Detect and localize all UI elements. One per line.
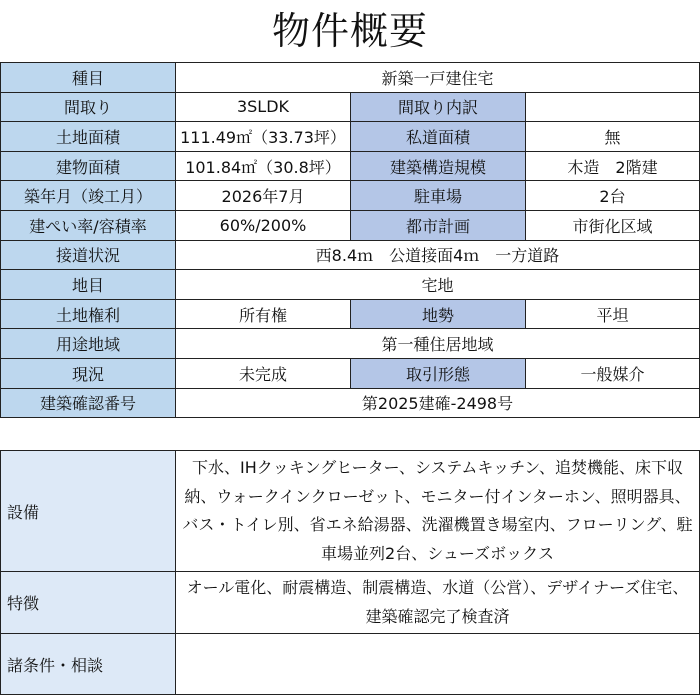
table-row <box>1 572 700 634</box>
private-road-label: 私道面積 <box>351 122 526 152</box>
type-label: 種目 <box>1 63 176 93</box>
road-access-value: 西8.4ｍ 公道接面4ｍ 一方道路 <box>176 240 700 270</box>
zoning-label: 用途地域 <box>1 329 176 359</box>
layout-detail-label: 間取り内訳 <box>351 92 526 122</box>
coverage-ratio-label: 建ぺい率/容積率 <box>1 210 176 240</box>
transaction-type-label: 取引形態 <box>351 358 526 388</box>
table-row <box>1 181 700 211</box>
equipment-label: 設備 <box>1 451 176 572</box>
conditions-label: 諸条件・相談 <box>1 634 176 695</box>
features-label: 特徴 <box>1 572 176 634</box>
land-area-label: 土地面積 <box>1 122 176 152</box>
land-area-value: 111.49㎡（33.73坪） <box>176 122 351 152</box>
table-row <box>1 451 700 572</box>
layout-value: 3SLDK <box>176 92 351 122</box>
building-area-label: 建物面積 <box>1 151 176 181</box>
city-planning-value: 市街化区域 <box>526 210 700 240</box>
coverage-ratio-value: 60%/200% <box>176 210 351 240</box>
terrain-value: 平坦 <box>526 299 700 329</box>
built-date-label: 築年月（竣工月） <box>1 181 176 211</box>
property-spec-table <box>0 62 700 418</box>
building-area-value: 101.84㎡（30.8坪） <box>176 151 351 181</box>
transaction-type-value: 一般媒介 <box>526 358 700 388</box>
layout-detail-value <box>526 92 700 122</box>
equipment-value: 下水、IHクッキングヒーター、システムキッチン、追焚機能、床下収納、ウォークインクローゼット、モニター付インターホン、照明器具、バス・トイレ別、省エネ給湯器、洗濯機置き場室内、フローリング、駐車場並列2台、シューズボックス <box>176 451 700 572</box>
property-extra-table <box>0 450 700 695</box>
table-row <box>1 358 700 388</box>
table-row <box>1 63 700 93</box>
structure-label: 建築構造規模 <box>351 151 526 181</box>
land-rights-value: 所有権 <box>176 299 351 329</box>
features-value: オール電化、耐震構造、制震構造、水道（公営）、デザイナーズ住宅、建築確認完了検査済 <box>176 572 700 634</box>
table-row <box>1 299 700 329</box>
zoning-value: 第一種住居地域 <box>176 329 700 359</box>
terrain-label: 地勢 <box>351 299 526 329</box>
status-label: 現況 <box>1 358 176 388</box>
layout-label: 間取り <box>1 92 176 122</box>
parking-value: 2台 <box>526 181 700 211</box>
structure-value: 木造 2階建 <box>526 151 700 181</box>
permit-number-label: 建築確認番号 <box>1 388 176 418</box>
type-value: 新築一戸建住宅 <box>176 63 700 93</box>
table-row <box>1 388 700 418</box>
table-row <box>1 92 700 122</box>
table-row <box>1 122 700 152</box>
table-row <box>1 151 700 181</box>
land-rights-label: 土地権利 <box>1 299 176 329</box>
status-value: 未完成 <box>176 358 351 388</box>
city-planning-label: 都市計画 <box>351 210 526 240</box>
table-row <box>1 634 700 695</box>
conditions-value <box>176 634 700 695</box>
built-date-value: 2026年7月 <box>176 181 351 211</box>
road-access-label: 接道状況 <box>1 240 176 270</box>
table-row <box>1 210 700 240</box>
table-row <box>1 240 700 270</box>
permit-number-value: 第2025建確-2498号 <box>176 388 700 418</box>
land-category-value: 宅地 <box>176 270 700 300</box>
table-row <box>1 329 700 359</box>
private-road-value: 無 <box>526 122 700 152</box>
table-row <box>1 270 700 300</box>
parking-label: 駐車場 <box>351 181 526 211</box>
land-category-label: 地目 <box>1 270 176 300</box>
page-title: 物件概要 <box>271 9 428 53</box>
